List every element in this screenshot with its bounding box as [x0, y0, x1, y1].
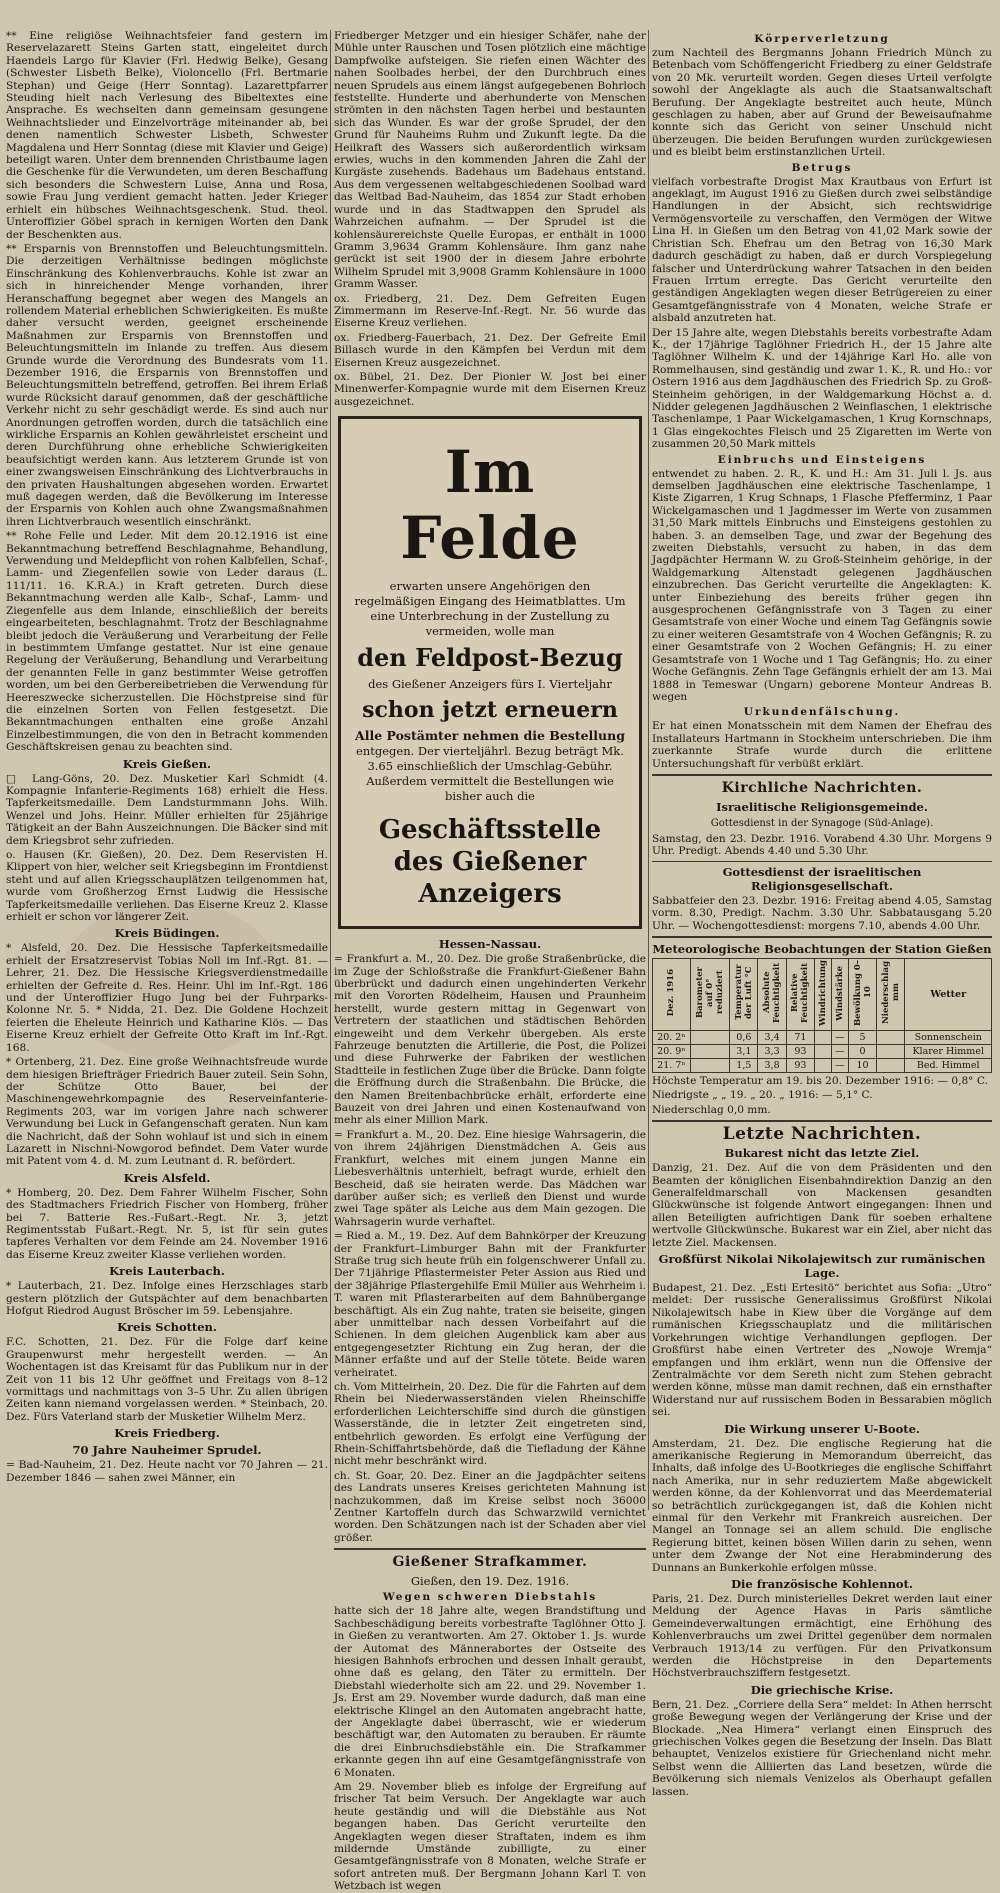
heading-u-boats: Die Wirkung unserer U-Boote.	[724, 1421, 920, 1436]
weather-col-header: Windrichtung	[815, 958, 832, 1030]
weather-col-header: Wetter	[905, 958, 992, 1030]
article-bad-nauheim: = Bad-Nauheim, 21. Dez. Heute nacht vor 70 Jahren — 21. Dezember 1846 — sahen zwei Männer, ein	[6, 1459, 328, 1484]
article-ortenberg: * Ortenberg, 21. Dez. Eine große Weihnachtsfreude wurde dem hiesigen Briefträger Friedrich Bauer zuteil. Sein Sohn, der Schütze Otto Bauer, bei der Maschinengewehrkompagnie des Reserveinfanterie-Regiments 203, war im vorigen Jahre nach schwerer Verwundung bei Luck in Gefangenschaft geraten. Nun kam die Nachricht, daß der Sohn wohlauf ist und sich in einem Lazarett in Nischni-Nowgorod befindet. Dem Vater wurde mit Patent vom 4. d. M. zum Leutnant d. R. befördert.	[6, 1056, 328, 1168]
article-buebel: ox. Bübel, 21. Dez. Der Pionier W. Jost bei einer Minenwerfer-Kompagnie wurde mit dem Eisernen Kreuz ausgezeichnet.	[334, 370, 646, 408]
article-homberg: * Homberg, 20. Dez. Dem Fahrer Wilhelm Fischer, Sohn des Stadtmachers Friedrich Fischer von Homberg, früher bei 7. Batterie Res.-Fußart.-Regt. Nr. 3, jetzt Regimentsstab Fußart.-Regt. Nr. 5, ist für sein gutes tapferes Verhalten vor dem Feinde am 24. November 1916 das Eiserne Kreuz zweiter Klasse verliehen worden.	[6, 1186, 328, 1261]
county-heading-giessen: Kreis Gießen.	[122, 756, 212, 771]
section-rule	[652, 861, 992, 862]
article-burglary-verdict: entwendet zu haben. 2. R., K. und H.: Am 31. Juli l. Js. aus demselben Jagdhäuschen eine elektrische Taschenlampe, 1 Kiste Zigarren, 1 Krug Schnaps, 1 Flasche Pfefferminz, 1 Paar Wickelgamaschen und 1 Jagdmesser im Werte von zusammen 31,50 Mark mittels Einbruchs und Einsteigens gestohlen zu haben. 3. an demselben Tage, und zwar der Begehung des zweiten Diebstahls, versucht zu haben, in das dem Jagdpächter Hermann W. zu Groß-Steinheim gehörige, in der Waldgemarkung Altenstadt gelegenen Jagdhäuschen einzubrechen. Das Gericht verurteilte die Angeklagten: K. unter Einbeziehung des bereits früher gegen ihn ausgesprochenen Gefängnisstrafe von 3 Tagen zu einer Gesamtstrafe von einer Woche und einem Tag Gefängnis sowie zu einer weiteren Gesamtstrafe von 4 Wochen Gefängnis; R. zu einer Gesamtstrafe von 2 Wochen Gefängnis; H. zu einer Gesamtstrafe von 1 Woche und 1 Tag Gefängnis; Ho. zu einer Woche Gefängnis. Zehn Tage Gefängnis erhielt der am 13. Mai 1888 in Temeswar (Ungarn) geborene Monteur Andreas B. wegen	[652, 467, 992, 703]
article-hides-leather: ** Rohe Felle und Leder. Mit dem 20.12.1916 ist eine Bekanntmachung betreffend Beschlagnahme, Behandlung, Verwendung und Meldepflicht von rohen Kalbfellen, Schaf-, Lamm- und Ziegenfellen sowie von Leder daraus (L. 111/11. 16. K.R.A.) in Kraft getreten. Durch diese Bekanntmachung werden alle Kalb-, Schaf-, Lamm- und Ziegenfelle aus dem Inlande, einschließlich der bereits eingearbeiteten, beschlagnahmt. Trotz der Beschlagnahme bleibt jedoch die Veräußerung und Verarbeitung der Felle in bestimmtem Umfange gestattet. Nur ist eine genaue Regelung der Veräußerung, Behandlung und Verarbeitung der genannten Felle in ganz bestimmter Weise getroffen worden, um bei den Gerbereibetrieben die Verwendung für Heereszwecke sicherzustellen. Die Höchstpreise sind für die einzelnen Sorten von Fellen festgesetzt. Die Bekanntmachungen enthalten eine große Anzahl Einzelbestimmungen, die von den in Betracht kommenden Geschäftskreisen genau zu beachten sind.	[6, 530, 328, 754]
article-alsfeld-nidda: * Alsfeld, 20. Dez. Die Hessische Tapferkeitsmedaille erhielt der Ersatzreservist Tobias Noll im Inf.-Rgt. 81. — Lehrer, 21. Dez. Die Hessische Kriegsverdienstmedaille erhielten der Gefreite d. Res. Heinr. Uhl im Inf.-Rgt. 186 und der Unteroffizier Hugo Jung bei der Fuhrparks-Kolonne Nr. 5. * Nidda, 21. Dez. Die Goldene Hochzeit feierten die Eheleute Heinrich und Katharine Klös. — Das Eiserne Kreuz erhielt der Gefreite Otto Kraft im Inf.-Rgt. 168.	[6, 942, 328, 1054]
weather-col-header: Absolute Feuchtigkeit	[758, 958, 786, 1030]
county-heading-schotten: Kreis Schotten.	[117, 1320, 217, 1335]
weather-precipitation: Niederschlag 0,0 mm.	[652, 1103, 771, 1116]
heading-greek-crisis: Die griechische Krise.	[750, 1682, 894, 1697]
ad-text-bold: Alle Postämter nehmen die Bestellung	[355, 728, 625, 744]
heading-nauheim-sprudel: 70 Jahre Nauheimer Sprudel.	[72, 1443, 262, 1458]
heading-latest-news: Letzte Nachrichten.	[722, 1124, 922, 1145]
article-schotten: F.C. Schotten, 21. Dez. Für die Folge darf keine Graupenwurst mehr hergestellt werden. — An Wochentagen ist das Kreisamt für das Publikum nur in der Zeit von 11 bis 12 Uhr geöffnet und Freitags von 8–12 vormittags und nachmittags von 3–5 Uhr. Zu allen übrigen Zeiten kann niemand vorgelassen werden. * Steinbach, 20. Dez. Fürs Vaterland starb der Musketier Wilhelm Merz.	[6, 1336, 328, 1423]
heading-french-coal: Die französische Kohlennot.	[731, 1577, 913, 1592]
article-fuel-savings: ** Ersparnis von Brennstoffen und Beleuchtungsmitteln. Die derzeitigen Verhältnisse bedingen möglichste Einschränkung des Kohlenverbrauchs. Kohle ist zwar an sich in hinreichender Menge vorhanden, ihrer Heranschaffung begegnet aber wegen des Mangels an rollendem Material erheblichen Schwierigkeiten. Es mußte daher versucht werden, geeignet erscheinende Maßnahmen zur Ersparnis von Brennstoffen und Beleuchtungsmitteln im Inlande zu treffen. Aus diesem Grunde wurde die Verordnung des Bundesrats vom 11. Dezember 1916, die Ersparnis von Brennstoffen und Beleuchtungsmitteln betreffend, getroffen. Bei ihrem Erlaß wurde Rücksicht darauf genommen, daß der geschäftliche Verkehr nicht zu sehr geschädigt werde. Es sind auch nur Anordnungen getroffen worden, durch die tatsächlich eine wirkliche Ersparnis an Kohlen gewährleistet erscheint und deren Durchführung ohne erhebliche Schwierigkeiten beaufsichtigt werden kann. Aus letzterem Grunde ist von einer zwangsweisen Einschränkung des Lichtverbrauchs in den privaten Haushaltungen abgesehen worden. Erwartet muß dagegen werden, daß die Bevölkerung im Interesse der Ersparnis von Kohlen auch ohne Zwangsmaßnahmen ihren Lichtverbrauch wesentlich einschränkt.	[6, 242, 328, 528]
weather-col-header: Barometer auf 0° reduziert	[690, 958, 730, 1030]
ad-headline: den Feldpost-Bezug	[357, 643, 623, 673]
ad-title: Im Felde	[400, 438, 580, 573]
column-divider	[330, 30, 331, 1510]
column-right	[652, 30, 992, 1798]
section-rule	[652, 1120, 992, 1122]
advertisement-feldpost	[338, 416, 642, 929]
column-left	[6, 30, 328, 1520]
article-danzig: Danzig, 21. Dez. Auf die von dem Präsidenten und den Beamten der königlichen Eisenbahndirektion Danzig an den Generalfeldmarschall von Mackensen gesandten Glückwünsche ist folgende Antwort eingegangen: Ihnen und allen Beteiligten aufrichtigen Dank für soeben erhaltene wertvolle Glückwünsche. Bukarest war ein Ziel, aber nicht das letzte Ziel. Mackensen.	[652, 1162, 992, 1249]
section-rule	[652, 936, 992, 938]
ad-text: des Gießener Anzeigers fürs I. Vierteljahr	[368, 677, 612, 692]
heading-criminal-court: Gießener Strafkammer.	[392, 1554, 588, 1571]
article-theft-hunting-lodge: Der 15 Jahre alte, wegen Diebstahls bereits vorbestrafte Adam K., der 17jährige Taglöhner Friedrich H., der 15 Jahre alte Taglöhner Wilhelm K. und der 14jährige Karl Ho. alle von Rommelhausen, sind geständig und zwar 1. K., R. und Ho.: vor Ostern 1916 aus dem Jagdhäuschen des Friedrich Sp. zu Groß-Steinheim gehörigen, in der Waldgemarkung Höchst a. d. Nidder gelegenen Jagdhäuschen 2 Weinflaschen, 1 elektrische Taschenlampe, 1 Paar Wickelgamaschen, 1 Krug Kornschnaps, 1 Glas eingekochtes Fleisch und 25 Zigaretten im Werte von zusammen 20,50 Mark mittels	[652, 326, 992, 451]
article-christmas-celebration: ** Eine religiöse Weihnachtsfeier fand gestern im Reservelazarett Steins Garten statt, eingeleitet durch Haendels Largo für Klavier (Frl. Hedwig Belke), Gesang (Schwester Lisbeth Belke), Violoncello (Frl. Bertmarie Stephan) und Geige (Herr Sonntag). Lazarettpfarrer Steuding hielt nach Verlesung des Bibeltextes eine Ansprache. Es wechselten dann gemeinsam gesungene Weihnachtslieder und Einzelvorträge miteinander ab, bei denen namentlich Schwester Lisbeth, Schwester Magdalena und Herr Sonntag (diese mit Klavier und Geige) beteiligt waren. Unter dem brennenden Christbaume lagen die Geschenke für die Verwundeten, um deren Beschaffung sich besonders die Schwestern Luise, Anna und Rosa, sowie Frau Jung verdient gemacht hatten. Jeder Krieger erhielt ein hübsches Weihnachtsgeschenk. Stud. theol. Unteroffizier Göbel sprach in kernigen Worten den Dank der Beschenkten aus.	[6, 30, 328, 241]
article-bodily-injury: zum Nachteil des Bergmanns Johann Friedrich Münch zu Betenbach vom Schöffengericht Friedberg zu einer Geldstrafe von 20 Mk. verurteilt worden. Gegen dieses Urteil verfolgte sowohl der Angeklagte als auch die Staatsanwaltschaft Berufung. Der Angeklagte bestreitet auch heute, Münch geschlagen zu haben, aber auf Grund der Beweisaufnahme konnte sich das Gericht von seiner Unschuld nicht überzeugen. Die beiden Berufungen wurden zurückgewiesen und es bleibt beim erstinstanzlichen Urteil.	[652, 47, 992, 159]
article-hausen: o. Hausen (Kr. Gießen), 20. Dez. Dem Reservisten H. Klippert von hier, welcher seit Kriegsbeginn im Frontdienst steht und auf allen Kriegsschauplätzen teilgenommen hat, wurde vom Großherzog Ernst Ludwig die Hessische Tapferkeitsmedaille verliehen. Das Eiserne Kreuz 2. Klasse erhielt er schon vor längerer Zeit.	[6, 849, 328, 924]
table-row: 21. 7ⁿ 1,5 3,8 93 — 10 Bed. Himmel	[653, 1059, 992, 1073]
weather-max-temp: Höchste Temperatur am 19. bis 20. Dezember 1916: — 0,8° C.	[652, 1075, 988, 1088]
county-heading-friedberg: Kreis Friedberg.	[114, 1426, 220, 1441]
article-frankfurt-bridge: = Frankfurt a. M., 20. Dez. Die große Straßenbrücke, die im Zuge der Schloßstraße die Frankfurt-Gießener Bahn überbrückt und dadurch einen ungehinderten Verkehr mit den Vororten Rödelheim, Hausen und Praunheim herstellt, wurde gestern mittag in Gegenwart von Vertretern der staatlichen und städtischen Behörden eingeweiht und dem Verkehr übergeben. Als erste Fahrzeuge benutzten die Artillerie, die Post, die Polizei und diese Fuhrwerke der Fabriken der westlichen Stadtteile in festlichen Zuge über die Brücke. Dann folgte die Eröffnung durch die Straßenbahn. Die Brücke, die den Namen Breitenbachbrücke erhält, erforderte eine Bauzeit von drei Jahren und einen Kostenaufwand von mehr als einer Million Mark.	[334, 953, 646, 1127]
column-divider	[648, 30, 649, 1510]
religious-society-times: Sabbatfeier den 23. Dezbr. 1916: Freitag abend 4.05, Samstag vorm. 8.30, Predigt. Nachm. 3.30 Uhr. Sabbatausgang 5.20 Uhr. — Wochengottesdienst: morgens 7.10, abends 4.00 Uhr.	[652, 894, 992, 932]
article-sprudel-continued: Friedberger Metzger und ein hiesiger Schäfer, nahe der Mühle unter Rauschen und Tosen plötzlich eine mächtige Dampfwolke aufsteigen. Sie riefen einen Wächter des nahen Soolbades herbei, der den Durchbruch eines neuen Sprudels aus einem längst aufgegebenen Bohrloch feststellte. Hunderte und aberhunderte von Menschen strömten in den nächsten Tagen herbei und bestaunten sich das Wunder. Es war der große Sprudel, der den Grund für Nauheims Ruhm und Zukunft legte. Da die Heilkraft des Wassers sich außerordentlich wirksam erwies, wuchs in den kommenden Jahren die Zahl der Kurgäste zusehends. Badehaus um Badehaus entstand. Aus dem vergessenen weltabgeschiedenen Soolbad ward das Weltbad Bad-Nauheim, das 1854 zur Stadt erhoben wurde und in das Stadtwappen den Sprudel als Wahrzeichen aufnahm. — Der Sprudel ist die kohlensäurereichste Quelle Europas, er enthält in 1000 Gramm 3,9634 Gramm Kohlensäure. Ihm ganz nahe gerückt ist seit 1900 der in diesem Jahre erbohrte Wilhelm Sprudel mit 3,9008 Gramm Kohlensäure in 1000 Gramm Wasser.	[334, 30, 646, 291]
region-heading-hessen-nassau: Hessen-Nassau.	[438, 937, 542, 952]
heading-burglary-case: Wegen schweren Diebstahls	[382, 1591, 598, 1604]
weather-col-header: Niederschlag mm	[877, 958, 905, 1030]
article-lang-goens: □ Lang-Göns, 20. Dez. Musketier Karl Schmidt (4. Kompagnie Infanterie-Regiments 168) erhielt die Hess. Tapferkeitsmedaille. Dem Landsturmmann Johs. Wilh. Wenzel und Johs. Heinr. Müller erhielten für 25jährige Tätigkeit an der Bahn Auszeichnungen. Die Bäcker sind mit dem Kriegsbrot sehr zufrieden.	[6, 772, 328, 847]
article-friedberg-zimmermann: ox. Friedberg, 21. Dez. Dem Gefreiten Eugen Zimmermann im Reserve-Inf.-Regt. Nr. 56 wurde das Eiserne Kreuz verliehen.	[334, 292, 646, 330]
ad-text: entgegen. Der vierteljährl. Bezug beträgt Mk. 3.65 einschließlich der Umschlag-Gebühr. Außerdem vermittelt die Bestellungen wie bisher auch die	[356, 744, 624, 804]
heading-bodily-injury: Körperverletzung	[754, 33, 890, 45]
section-rule	[334, 1548, 646, 1550]
weather-col-header: Windstärke	[831, 958, 848, 1030]
article-mittelrhein: ch. Vom Mittelrhein, 20. Dez. Die für die Fahrten auf dem Rhein bei Niederwasserständen vielen Rheinschiffe erforderlichen Leichterschiffe sind durch die günstigen Wasserstände, die in letzter Zeit eingetreten sind, entbehrlich geworden. Es erfolgt eine Verfügung der Rhein-Schiffahrtsbehörde, daß die Tiefladung der Kähne nicht mehr beschränkt wird.	[334, 1381, 646, 1468]
column-middle	[334, 30, 646, 1893]
article-amsterdam: Amsterdam, 21. Dez. Die englische Regierung hat die amerikanische Regierung in Memorandum überreicht, das Inhalts, daß infolge des U-Bootkrieges die englische Schiffahrt nach Amerika, nur in sehr reduziertem Maße abgewickelt werden könne, da der Kohlenvorrat und das Meerdematerial so beträchtlich zurückgegangen ist, daß die Kohlen nicht einmal für den Verkehr mit Frankreich ausreichen. Der Mangel an Tonnage sei an allem schuld. Die englische Regierung bittet, keinen bösen Willen darin zu sehen, wenn unter dem Zwange der Not eine Herabminderung des Dunnans an Bunkerkohle erfolgen müsse.	[652, 1437, 992, 1574]
article-court-case: hatte sich der 18 Jahre alte, wegen Brandstiftung und Sachbeschädigung bereits vorbestrafte Taglöhner Otto J. in Gießen zu verantworten. Am 27. Oktober 1. Js. wurde der Automat des Männerabortes der Ostseite des hiesigen Bahnhofs erbrochen und dessen Inhalt geraubt, ohne daß es gelang, den Täter zu ermitteln. Der Diebstahl wiederholte sich am 22. und 29. November 1. Js. Erst am 29. November wurde dadurch, daß man eine elektrische Klingel an den Automaten angebracht hatte, der Angeklagte dabei überrascht, wie er wiederum beschäftigt war, den Automaten zu berauben. Er räumte die drei Einbruchsdiebstähle ein. Die Strafkammer erkannte gegen ihn auf eine Gesamtgefängnisstrafe von 6 Monaten.	[334, 1605, 646, 1779]
heading-bucharest: Bukarest nicht das letzte Ziel.	[724, 1146, 920, 1161]
heading-grand-duke: Großfürst Nikolai Nikolajewitsch zur rumänischen Lage.	[658, 1252, 986, 1281]
article-ried-accident: = Ried a. M., 19. Dez. Auf dem Bahnkörper der Kreuzung der Frankfurt–Limburger Bahn mit der Frankfurter Straße trug sich heute früh ein folgenschwerer Unfall zu. Der 71jährige Pflastermeister Peter Assion aus Ried und der 38jährige Pflastergehilfe Emil Müller aus Wehrheim i. T. waren mit Pflasterarbeiten auf dem Bahnübergange beschäftigt. Als ein Zug nahte, traten sie beiseite, gingen aber unmittelbar nach dessen Vorbeifahrt auf die Schienen. In dem gleichen Augenblick kam aber aus entgegengesetzter Richtung ein Zug heran, der die Männer erfaßte und auf der Stelle tötete. Beide waren verheiratet.	[334, 1230, 646, 1379]
heading-church-news: Kirchliche Nachrichten.	[721, 779, 923, 796]
weather-col-header: Relative Feuchtigkeit	[786, 958, 814, 1030]
weather-col-header: Dez. 1916	[653, 958, 691, 1030]
ad-footer: Geschäftsstelle des Gießener Anzeigers	[378, 815, 602, 910]
table-row: 20. 9ⁿ 3,1 3,3 93 — 0 Klarer Himmel	[653, 1045, 992, 1059]
article-paris: Paris, 21. Dez. Durch ministerielles Dekret werden laut einer Meldung der Agence Havas in Paris sämtliche Gemeindeverwaltungen ermächtigt, eine Erhöhung des Kohlenverbrauchs um zwei Drittel gegenüber dem normalen Verbrauch 1913/14 zu verfügen. Für den Privatkonsum werden die Höchstpreise in den Departements Höchstverbrauchsziffern festgesetzt.	[652, 1593, 992, 1680]
article-lauterbach: * Lauterbach, 21. Dez. Infolge eines Herzschlages starb gestern plötzlich der Gutspächter auf dem benachbarten Hofgut Riedrod August Bröscher im 59. Lebensjahre.	[6, 1280, 328, 1317]
article-forgery: Er hat einen Monatsschein mit dem Namen der Ehefrau des Installateurs Hartmann in Stockheim unterschrieben. Die ihm zuerkannte Strafe wurde durch die erlittene Untersuchungshaft für verbüßt erklärt.	[652, 720, 992, 770]
heading-forgery: Urkundenfälschung.	[743, 706, 901, 719]
article-st-goar: ch. St. Goar, 20. Dez. Einer an die Jagdpächter seitens des Landrats unseres Kreises gerichteten Mahnung ist nachzukommen, daß im Kreise selbst noch 36000 Zentner Kartoffeln durch das Schwarzwild vernichtet worden. Den Schätzungen nach ist der Schaden aber viel größer.	[334, 1469, 646, 1544]
weather-col-header: Bewölkung 0–10	[848, 958, 876, 1030]
article-court-case-continued: Am 29. November blieb es infolge der Ergreifung auf frischer Tat beim Versuch. Der Angeklagte war auch heute geständig und will die Diebstähle aus Not begangen haben. Das Gericht verurteilte den Angeklagten wegen dieser Straftaten, indem es ihm mildernde Umstände zubilligte, zu einer Gesamtgefängnisstrafe von 8 Monaten, welche Strafe er sofort antreten muß. Der Bergmann Johann Karl T. von Wetzbach ist wegen	[334, 1780, 646, 1893]
synagogue-service-times: Samstag, den 23. Dezbr. 1916. Vorabend 4.30 Uhr. Morgens 9 Uhr. Predigt. Abends 4.40 und 5.30 Uhr.	[652, 832, 992, 858]
heading-israelite-community: Israelitische Religionsgemeinde.	[716, 799, 928, 814]
weather-min-temp: Niedrigste „ „ 19. „ 20. „ 1916: — 5,1° C.	[652, 1089, 873, 1102]
article-fauerbach: ox. Friedberg-Fauerbach, 21. Dez. Der Gefreite Emil Billasch wurde in den Kämpfen bei Verdun mit dem Eisernen Kreuz ausgezeichnet.	[334, 331, 646, 369]
article-frankfurt-fortune-teller: = Frankfurt a. M., 20. Dez. Eine hiesige Wahrsagerin, die von ihrem 24jährigen Dienstmädchen A. Geis aus Frankfurt, welches mit einem jungen Manne ein Liebesverhältnis unterhielt, befragt wurde, erhielt den Bescheid, daß sie heiraten werde. Das Mädchen war darüber außer sich; es verließ den Dienst und wurde zwei Tage später als Leiche aus dem Main gezogen. Die Wahrsagerin wurde verhaftet.	[334, 1128, 646, 1228]
heading-religious-society: Gottesdienst der israelitischen Religionsgesellschaft.	[722, 864, 922, 893]
county-heading-alsfeld: Kreis Alsfeld.	[123, 1170, 211, 1185]
county-heading-buedingen: Kreis Büdingen.	[114, 926, 220, 941]
table-row: 20. 2ⁿ 0,6 3,4 71 — 5 Sonnenschein	[653, 1031, 992, 1045]
county-heading-lauterbach: Kreis Lauterbach.	[109, 1264, 225, 1279]
ad-text: erwarten unsere Angehörigen den regelmäßigen Eingang des Heimatblattes. Um eine Unterbrechung in der Zustellung zu vermeiden, wolle man	[354, 579, 626, 639]
heading-weather-observations: Meteorologische Beobachtungen der Station Gießen	[652, 941, 992, 956]
weather-col-header: Temperatur der Luft °C	[730, 958, 758, 1030]
article-budapest: Budapest, 21. Dez. „Esti Ertesitö“ berichtet aus Sofia: „Utro“ meldet: Der russische Generalissimus Großfürst Nikolai Nikolajewitsch habe in Kiew über die Vorgänge auf dem rumänischen Kriegsschauplatz und die militärischen Vorkehrungen wichtige Verhandlungen gepflogen. Der Großfürst habe einen Vertreter des „Nowoje Wremja“ empfangen und ihm erklärt, wenn nun die Offensive der Zentralmächte vor dem Sereth nicht zum Stehen gebracht werden könne, müsse man damit rechnen, daß ein ernsthafter Widerstand nur auf russischem Boden in Bessarabien möglich sei.	[652, 1282, 992, 1419]
section-rule	[652, 774, 992, 776]
ad-headline: schon jetzt erneuern	[362, 697, 618, 724]
article-fraud: vielfach vorbestrafte Drogist Max Krautbaus von Erfurt ist angeklagt, im August 1916 zu Gießen durch zwei selbständige Handlungen in der Absicht, sich rechtswidrige Vermögensvorteile zu verschaffen, den Vermögen der Witwe Lina H. in Gießen um den Betrag von 41,02 Mark sowie der Christian Sch. Ehefrau um den Betrag von 16,30 Mark dadurch geschädigt zu haben, daß er durch Vorspiegelung falscher und Unterdrückung wahrer Tatsachen in den beiden Frauen Irrtum erregte. Das Gericht verurteilte den geständigen Angeklagten wegen dieser Betrügereien zu einer Gesamtgefängnisstrafe von 4 Monaten, welche Strafe er alsbald anzutreten hat.	[652, 175, 992, 325]
synagogue-service-subheading: Gottesdienst in der Synagoge (Süd-Anlage).	[710, 817, 934, 829]
heading-burglary: Einbruchs und Einsteigens	[717, 453, 927, 466]
court-dateline: Gießen, den 19. Dez. 1916.	[410, 1574, 570, 1589]
heading-fraud: Betrugs	[791, 161, 853, 174]
article-bern: Bern, 21. Dez. „Corriere della Sera“ meldet: In Athen herrscht große Bewegung wegen der Verlängerung der Krise und der Blockade. „Nea Himera“ verlangt einen Einspruch des griechischen Volkes gegen die Besetzung der Inseln. Das Blatt behauptet, Venizelos existiere für Griechenland nicht mehr. Selbst wenn die Alliierten das Land besetzen, würde die Bevölkerung sich niemals Venizelos als Oberhaupt gefallen lassen.	[652, 1698, 992, 1798]
weather-table	[652, 958, 992, 1073]
